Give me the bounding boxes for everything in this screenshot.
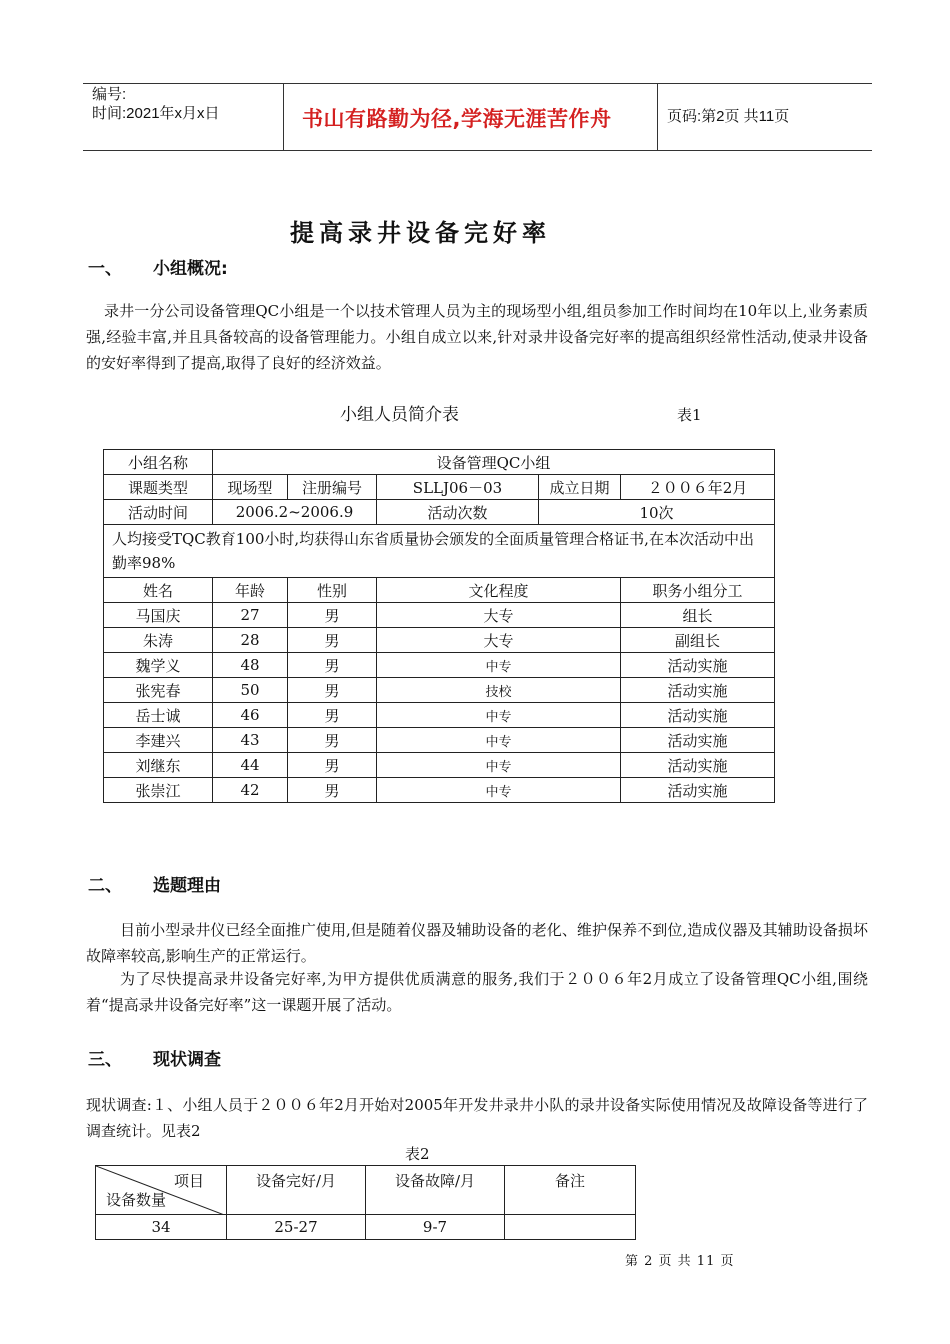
section-2-number: 二、 bbox=[88, 876, 122, 896]
equipment-good-value: 25-27 bbox=[227, 1215, 366, 1240]
header-bottom-rule bbox=[83, 150, 872, 151]
member-role: 组长 bbox=[621, 603, 775, 628]
group-name-value: 设备管理QC小组 bbox=[213, 450, 775, 475]
table-row bbox=[104, 628, 775, 653]
member-role: 副组长 bbox=[621, 628, 775, 653]
doc-number-label: 编号: bbox=[92, 86, 127, 103]
member-role: 活动实施 bbox=[621, 778, 775, 803]
activity-time-key: 活动时间 bbox=[104, 500, 213, 525]
table-row bbox=[96, 1215, 636, 1240]
member-gender: 男 bbox=[288, 728, 377, 753]
equipment-fault-value: 9-7 bbox=[366, 1215, 505, 1240]
column-header-role: 职务小组分工 bbox=[621, 578, 775, 603]
member-education: 大专 bbox=[377, 628, 621, 653]
founded-date-key: 成立日期 bbox=[539, 475, 621, 500]
page-footer: 第 2 页 共 11 页 bbox=[625, 1254, 735, 1269]
section-3-paragraph: 现状调查:１、小组人员于２００６年2月开始对2005年开发井录井小队的录井设备实际使用情况及故障设备等进行了调查统计。见表2 bbox=[86, 1096, 868, 1140]
activity-count-key: 活动次数 bbox=[377, 500, 539, 525]
member-name: 刘继东 bbox=[104, 753, 213, 778]
founded-date-value: ２００６年2月 bbox=[621, 475, 775, 500]
member-age: 50 bbox=[213, 678, 288, 703]
member-role: 活动实施 bbox=[621, 653, 775, 678]
member-education: 大专 bbox=[377, 603, 621, 628]
member-name: 马国庆 bbox=[104, 603, 213, 628]
table-row bbox=[104, 778, 775, 803]
column-header-age: 年龄 bbox=[213, 578, 288, 603]
activity-count-value: 10次 bbox=[539, 500, 775, 525]
section-2-title: 选题理由 bbox=[153, 876, 221, 896]
section-1-title: 小组概况: bbox=[153, 259, 228, 279]
header-divider-left bbox=[283, 83, 284, 150]
section-2-paragraph-1: 目前小型录井仪已经全面推广使用,但是随着仪器及辅助设备的老化、维护保养不到位,造成仪器及其辅助设备损坏故障率较高,影响生产的正常运行。 bbox=[86, 921, 868, 965]
member-age: 46 bbox=[213, 703, 288, 728]
member-name: 朱涛 bbox=[104, 628, 213, 653]
member-education: 中专 bbox=[377, 728, 621, 753]
member-name: 李建兴 bbox=[104, 728, 213, 753]
table-row bbox=[104, 603, 775, 628]
column-header-fault: 设备故障/月 bbox=[366, 1166, 505, 1215]
table-1-caption: 小组人员简介表 bbox=[340, 405, 459, 425]
registration-key: 注册编号 bbox=[288, 475, 377, 500]
table-2-label: 表2 bbox=[405, 1145, 430, 1163]
member-gender: 男 bbox=[288, 628, 377, 653]
section-1-paragraph: 录井一分公司设备管理QC小组是一个以技术管理人员为主的现场型小组,组员参加工作时间均在10年以上,业务素质强,经验丰富,并且具备较高的设备管理能力。小组自成立以来,针对录井设备完好率的提高组织经常性活动,使录井设备的安好率得到了提高,取得了良好的经济效益。 bbox=[86, 302, 868, 372]
member-gender: 男 bbox=[288, 653, 377, 678]
group-members-table bbox=[103, 449, 775, 803]
member-education: 中专 bbox=[377, 753, 621, 778]
document-title: 提高录井设备完好率 bbox=[290, 218, 551, 247]
group-name-key: 小组名称 bbox=[104, 450, 213, 475]
member-education: 中专 bbox=[377, 703, 621, 728]
table-row bbox=[104, 475, 775, 500]
table-header-row bbox=[96, 1166, 636, 1215]
member-age: 27 bbox=[213, 603, 288, 628]
section-1-number: 一、 bbox=[88, 259, 122, 279]
member-gender: 男 bbox=[288, 678, 377, 703]
member-name: 岳士诚 bbox=[104, 703, 213, 728]
column-header-remarks: 备注 bbox=[505, 1166, 636, 1215]
table-row bbox=[104, 703, 775, 728]
member-education: 中专 bbox=[377, 778, 621, 803]
equipment-status-table bbox=[95, 1165, 636, 1240]
table-row bbox=[104, 653, 775, 678]
member-gender: 男 bbox=[288, 778, 377, 803]
column-header-education: 文化程度 bbox=[377, 578, 621, 603]
topic-type-key: 课题类型 bbox=[104, 475, 213, 500]
member-name: 张崇江 bbox=[104, 778, 213, 803]
table-row bbox=[104, 728, 775, 753]
member-education: 中专 bbox=[377, 653, 621, 678]
table-row bbox=[104, 753, 775, 778]
table-row bbox=[104, 500, 775, 525]
member-age: 43 bbox=[213, 728, 288, 753]
table-row bbox=[104, 450, 775, 475]
member-role: 活动实施 bbox=[621, 728, 775, 753]
header-divider-right bbox=[657, 83, 658, 150]
column-header-gender: 性别 bbox=[288, 578, 377, 603]
member-name: 张宪春 bbox=[104, 678, 213, 703]
column-header-good: 设备完好/月 bbox=[227, 1166, 366, 1215]
training-note: 人均接受TQC教育100小时,均获得山东省质量协会颁发的全面质量管理合格证书,在本次活动中出勤率98% bbox=[104, 525, 775, 578]
header-top-rule bbox=[83, 83, 872, 84]
member-gender: 男 bbox=[288, 603, 377, 628]
member-age: 42 bbox=[213, 778, 288, 803]
member-role: 活动实施 bbox=[621, 678, 775, 703]
section-3-number: 三、 bbox=[88, 1050, 122, 1070]
doc-time-label: 时间:2021年x月x日 bbox=[92, 105, 220, 122]
member-age: 48 bbox=[213, 653, 288, 678]
table-row bbox=[104, 525, 775, 578]
header-motto: 书山有路勤为径,学海无涯苦作舟 bbox=[302, 107, 612, 131]
page-indicator: 页码:第2页 共11页 bbox=[667, 108, 790, 125]
member-education: 技校 bbox=[377, 678, 621, 703]
member-age: 28 bbox=[213, 628, 288, 653]
column-header-name: 姓名 bbox=[104, 578, 213, 603]
equipment-remarks-value bbox=[505, 1215, 636, 1240]
member-gender: 男 bbox=[288, 703, 377, 728]
section-2-paragraph-2: 为了尽快提高录井设备完好率,为甲方提供优质满意的服务,我们于２００６年2月成立了设备管理QC小组,围绕着“提高录井设备完好率”这一课题开展了活动。 bbox=[86, 970, 868, 1014]
member-role: 活动实施 bbox=[621, 703, 775, 728]
table-1-label: 表1 bbox=[677, 406, 702, 424]
member-role: 活动实施 bbox=[621, 753, 775, 778]
corner-header-top: 项目 bbox=[173, 1172, 204, 1190]
section-3-title: 现状调查 bbox=[153, 1050, 221, 1070]
topic-type-value: 现场型 bbox=[213, 475, 288, 500]
corner-header-bottom: 设备数量 bbox=[106, 1191, 167, 1209]
equipment-count: 34 bbox=[96, 1215, 227, 1240]
member-name: 魏学义 bbox=[104, 653, 213, 678]
activity-time-value: 2006.2~2006.9 bbox=[213, 500, 377, 525]
table-row bbox=[104, 678, 775, 703]
member-age: 44 bbox=[213, 753, 288, 778]
registration-value: SLLJ06－03 bbox=[377, 475, 539, 500]
table-header-row bbox=[104, 578, 775, 603]
diagonal-header-cell bbox=[96, 1166, 227, 1215]
member-gender: 男 bbox=[288, 753, 377, 778]
